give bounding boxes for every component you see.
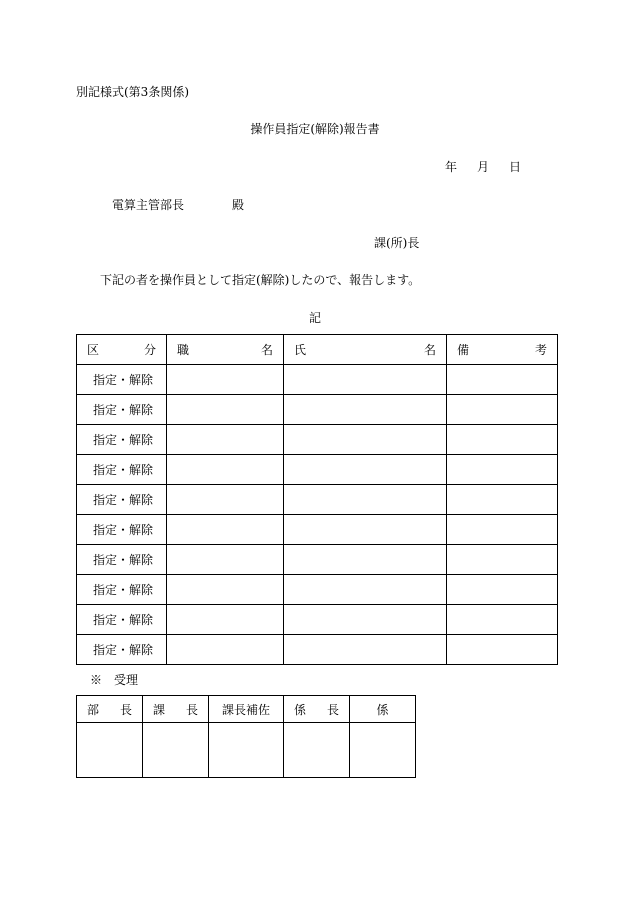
- shokumei-cell[interactable]: [167, 605, 284, 635]
- document-title: 操作員指定(解除)報告書: [250, 122, 380, 136]
- biko-cell[interactable]: [447, 575, 558, 605]
- table-row: [77, 545, 558, 575]
- stamp-cell[interactable]: [143, 723, 209, 778]
- kubun-cell: 指定・解除: [77, 545, 167, 575]
- shokumei-cell[interactable]: [167, 635, 284, 665]
- stamp-cell[interactable]: [209, 723, 284, 778]
- kubun-cell: 指定・解除: [77, 605, 167, 635]
- date-month: 月: [477, 160, 490, 174]
- biko-cell[interactable]: [447, 485, 558, 515]
- receipt-stamp-row: [77, 723, 416, 778]
- table-row: [77, 605, 558, 635]
- receipt-table: [76, 695, 416, 778]
- table-row: [77, 485, 558, 515]
- reporter: 課(所)長: [374, 236, 420, 250]
- table-row: [77, 365, 558, 395]
- shokumei-cell[interactable]: [167, 485, 284, 515]
- receipt-note: ※ 受理: [90, 673, 139, 687]
- biko-cell[interactable]: [447, 395, 558, 425]
- stamp-cell[interactable]: [77, 723, 143, 778]
- addressee-name: 電算主管部長: [112, 198, 185, 212]
- table-row: [77, 575, 558, 605]
- kubun-cell: 指定・解除: [77, 575, 167, 605]
- receipt-header-kacho: 課 長: [143, 696, 209, 723]
- stamp-cell[interactable]: [350, 723, 416, 778]
- biko-cell[interactable]: [447, 635, 558, 665]
- kubun-cell: 指定・解除: [77, 455, 167, 485]
- shokumei-cell[interactable]: [167, 575, 284, 605]
- shimei-cell[interactable]: [284, 425, 447, 455]
- biko-cell[interactable]: [447, 605, 558, 635]
- biko-cell[interactable]: [447, 515, 558, 545]
- stamp-cell[interactable]: [284, 723, 350, 778]
- shimei-cell[interactable]: [284, 545, 447, 575]
- addressee-honorific: 殿: [232, 198, 245, 212]
- date-day: 日: [509, 160, 522, 174]
- header-biko: 備 考: [447, 335, 558, 365]
- shokumei-cell[interactable]: [167, 365, 284, 395]
- table-header-row: [77, 335, 558, 365]
- receipt-header-row: [77, 696, 416, 723]
- form-label: 別記様式(第3条関係): [76, 85, 189, 99]
- table-row: [77, 635, 558, 665]
- shimei-cell[interactable]: [284, 485, 447, 515]
- shimei-cell[interactable]: [284, 635, 447, 665]
- operator-table: [76, 334, 558, 665]
- shokumei-cell[interactable]: [167, 425, 284, 455]
- kubun-cell: 指定・解除: [77, 395, 167, 425]
- shimei-cell[interactable]: [284, 605, 447, 635]
- table-row: [77, 395, 558, 425]
- biko-cell[interactable]: [447, 455, 558, 485]
- shimei-cell[interactable]: [284, 365, 447, 395]
- biko-cell[interactable]: [447, 425, 558, 455]
- shokumei-cell[interactable]: [167, 395, 284, 425]
- kubun-cell: 指定・解除: [77, 635, 167, 665]
- shokumei-cell[interactable]: [167, 545, 284, 575]
- addressee: [112, 199, 244, 211]
- receipt-header-bucho: 部 長: [77, 696, 143, 723]
- date-line: [445, 161, 521, 173]
- kubun-cell: 指定・解除: [77, 515, 167, 545]
- shimei-cell[interactable]: [284, 515, 447, 545]
- receipt-header-kacho-hosa: 課長補佐: [209, 696, 284, 723]
- table-row: [77, 425, 558, 455]
- header-shimei: 氏 名: [284, 335, 447, 365]
- biko-cell[interactable]: [447, 545, 558, 575]
- receipt-header-kakaricho: 係 長: [284, 696, 350, 723]
- kubun-cell: 指定・解除: [77, 485, 167, 515]
- shimei-cell[interactable]: [284, 395, 447, 425]
- kubun-cell: 指定・解除: [77, 425, 167, 455]
- header-shokumei: 職 名: [167, 335, 284, 365]
- body-text: 下記の者を操作員として指定(解除)したので、報告します。: [100, 273, 421, 287]
- header-kubun: 区 分: [77, 335, 167, 365]
- date-year: 年: [445, 160, 458, 174]
- kubun-cell: 指定・解除: [77, 365, 167, 395]
- shimei-cell[interactable]: [284, 575, 447, 605]
- receipt-header-kakari: 係: [350, 696, 416, 723]
- shokumei-cell[interactable]: [167, 455, 284, 485]
- shokumei-cell[interactable]: [167, 515, 284, 545]
- table-row: [77, 515, 558, 545]
- ki-heading: 記: [308, 311, 321, 325]
- shimei-cell[interactable]: [284, 455, 447, 485]
- biko-cell[interactable]: [447, 365, 558, 395]
- table-row: [77, 455, 558, 485]
